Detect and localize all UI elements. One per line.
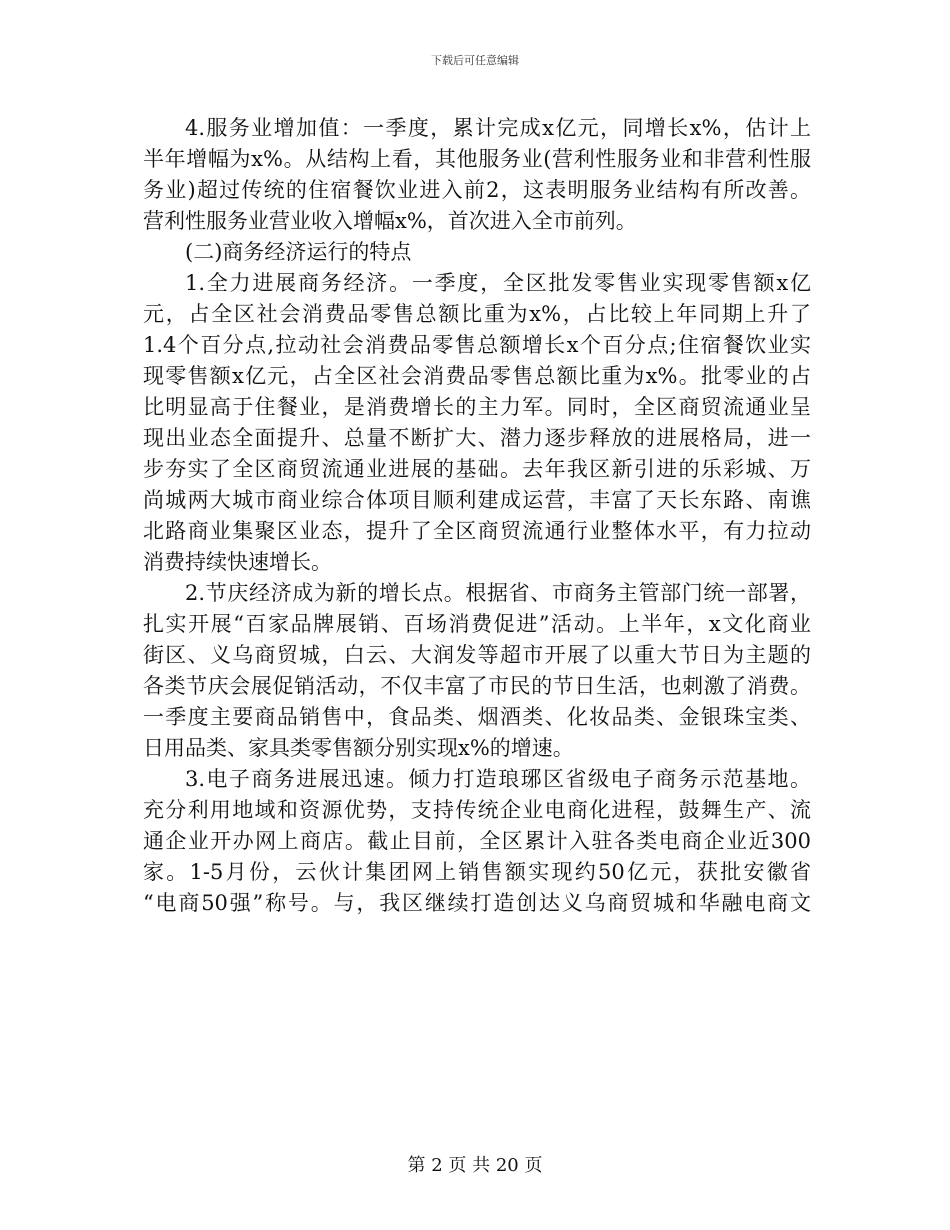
text-line: 元，占全区社会消费品零售总额比重为x%，占比较上年同期上升了: [143, 302, 811, 326]
text-line: 一季度主要商品销售中，食品类、烟酒类、化妆品类、金银珠宝类、: [143, 705, 811, 729]
text-line: 比明显高于住餐业，是消费增长的主力军。同时，全区商贸流通业呈: [143, 395, 811, 419]
paragraph: [143, 764, 811, 919]
text-line: 通企业开办网上商店。截止目前，全区累计入驻各类电商企业近300: [143, 829, 811, 853]
text-line: 2.节庆经济成为新的增长点。根据省、市商务主管部门统一部署，: [185, 581, 811, 605]
text-line: 街区、义乌商贸城，白云、大润发等超市开展了以重大节日为主题的: [143, 643, 811, 667]
text-line: 步夯实了全区商贸流通业进展的基础。去年我区新引进的乐彩城、万: [143, 457, 811, 481]
text-line: 4.服务业增加值：一季度，累计完成x亿元，同增长x%，估计上: [185, 116, 811, 140]
text-line: 1.4个百分点,拉动社会消费品零售总额增长x个百分点;住宿餐饮业实: [143, 333, 811, 357]
text-line: 充分利用地域和资源优势，支持传统企业电商化进程，鼓舞生产、流: [143, 798, 811, 822]
text-line: 半年增幅为x%。从结构上看，其他服务业(营利性服务业和非营利性服: [143, 147, 811, 171]
text-line: 1.全力进展商务经济。一季度，全区批发零售业实现零售额x亿: [185, 271, 811, 295]
text-line: 家。1-5月份，云伙计集团网上销售额实现约50亿元，获批安徽省: [143, 860, 811, 884]
text-line: (二)商务经济运行的特点: [185, 240, 412, 264]
paragraph: [143, 237, 811, 268]
text-line: 营利性服务业营业收入增幅x%，首次进入全市前列。: [143, 209, 637, 233]
text-line: 尚城两大城市商业综合体项目顺利建成运营，丰富了天长东路、南谯: [143, 488, 811, 512]
paragraph: [143, 268, 811, 578]
text-line: 消费持续快速增长。: [143, 550, 332, 574]
text-line: 日用品类、家具类零售额分别实现x%的增速。: [143, 736, 574, 760]
text-line: 务业)超过传统的住宿餐饮业进入前2，这表明服务业结构有所改善。: [143, 178, 811, 202]
paragraph: [143, 113, 811, 237]
document-body: [143, 113, 811, 919]
text-line: 各类节庆会展促销活动，不仅丰富了市民的节日生活，也刺激了消费。: [143, 674, 811, 698]
text-line: 北路商业集聚区业态，提升了全区商贸流通行业整体水平，有力拉动: [143, 519, 811, 543]
text-line: 现零售额x亿元，占全区社会消费品零售总额比重为x%。批零业的占: [143, 364, 811, 388]
text-line: 现出业态全面提升、总量不断扩大、潜力逐步释放的进展格局，进一: [143, 426, 811, 450]
paragraph: [143, 578, 811, 764]
page-header: 下载后可任意编辑: [431, 54, 519, 67]
text-line: “电商50强”称号。与，我区继续打造创达义乌商贸城和华融电商文: [143, 891, 811, 915]
page-footer: 第 2 页 共 20 页: [407, 1155, 543, 1176]
text-line: 扎实开展“百家品牌展销、百场消费促进”活动。上半年，x文化商业: [143, 612, 811, 636]
text-line: 3.电子商务进展迅速。倾力打造琅琊区省级电子商务示范基地。: [185, 767, 811, 791]
